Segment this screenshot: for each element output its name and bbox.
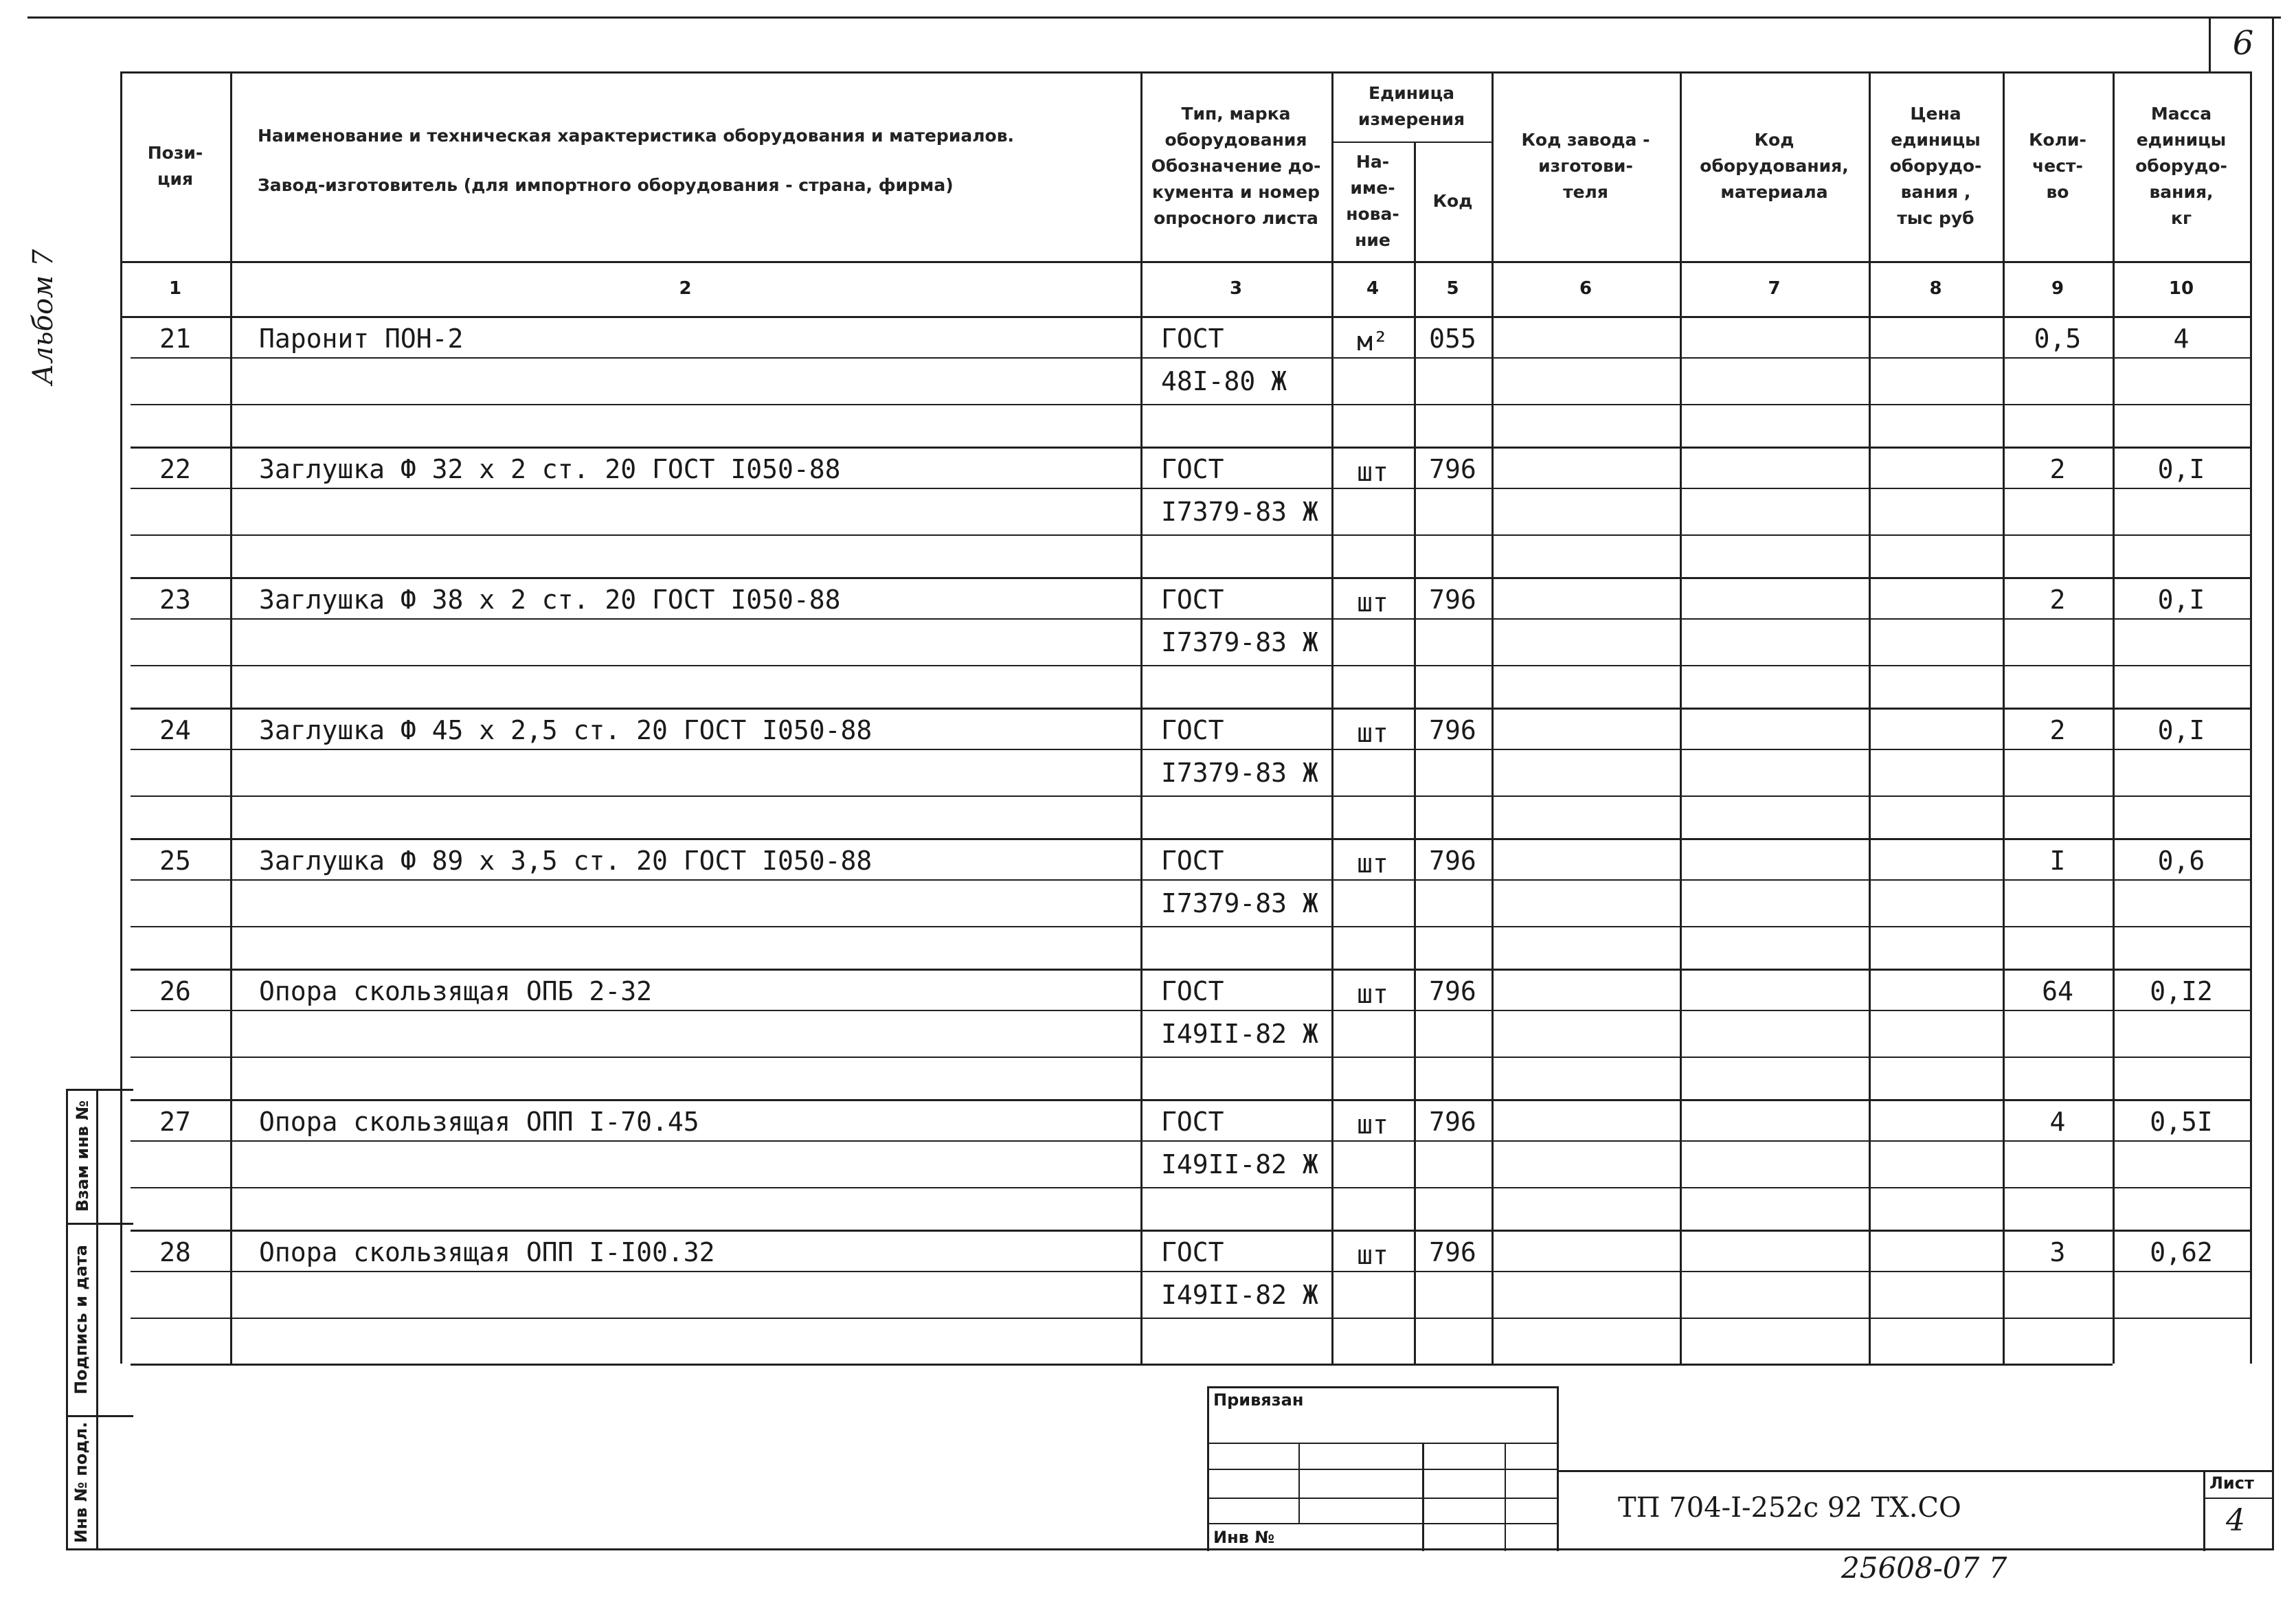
cell-position: 25 bbox=[159, 846, 191, 876]
cell-unit: шт bbox=[1357, 1240, 1388, 1270]
column-number: 5 bbox=[1446, 278, 1459, 299]
col-line bbox=[120, 71, 122, 1364]
col-line bbox=[230, 71, 232, 1364]
row-subline bbox=[131, 795, 2250, 797]
column-number: 10 bbox=[2168, 278, 2194, 299]
cell-name: Паронит ПОН-2 bbox=[259, 324, 464, 354]
cell-name: Опора скользящая ОПП I-70.45 bbox=[259, 1107, 699, 1137]
cell-type-number: 48I-80 Ж bbox=[1161, 366, 1287, 396]
cell-unit-code: 796 bbox=[1429, 585, 1476, 615]
list-label: Лист bbox=[2209, 1473, 2254, 1493]
cell-mass: 0,62 bbox=[2150, 1237, 2213, 1267]
row-subline bbox=[131, 1187, 2250, 1188]
row-line bbox=[131, 838, 2250, 840]
cell-unit-code: 796 bbox=[1429, 846, 1476, 876]
cell-mass: 0,I bbox=[2157, 454, 2205, 484]
row-subline bbox=[131, 1057, 2250, 1058]
col-line bbox=[2250, 71, 2252, 1364]
header-unit-group: Единица измерения bbox=[1358, 83, 1465, 129]
header-name: Наименование и техническая характеристика оборудования и материалов. Завод-изготовитель (для импортного оборудования - страна, фирма) bbox=[258, 126, 1015, 195]
row-subline bbox=[131, 749, 2250, 750]
cell-unit-code: 796 bbox=[1429, 454, 1476, 484]
cell-unit: шт bbox=[1357, 587, 1388, 618]
col-line bbox=[1680, 71, 1682, 1364]
header-equipment-code: Код оборудования, материала bbox=[1700, 130, 1849, 202]
cell-type-standard: ГОСТ bbox=[1161, 585, 1224, 615]
cell-unit: шт bbox=[1357, 718, 1388, 748]
cell-quantity: 4 bbox=[2049, 1107, 2066, 1137]
header-mid-line bbox=[120, 261, 2250, 263]
row-subline bbox=[131, 1318, 2250, 1319]
cell-type-number: I49II-82 Ж bbox=[1161, 1149, 1318, 1179]
cell-mass: 4 bbox=[2173, 324, 2190, 354]
column-number: 3 bbox=[1229, 278, 1243, 299]
row-subline bbox=[131, 879, 2250, 881]
cell-name: Опора скользящая ОПП I-I00.32 bbox=[259, 1237, 715, 1267]
cell-name: Заглушка Ф 45 х 2,5 ст. 20 ГОСТ I050-88 bbox=[259, 715, 873, 745]
cell-unit: шт bbox=[1357, 979, 1388, 1009]
cell-position: 28 bbox=[159, 1237, 191, 1267]
cell-unit-code: 055 bbox=[1429, 324, 1476, 354]
cell-position: 23 bbox=[159, 585, 191, 615]
cell-unit: м² bbox=[1357, 326, 1388, 357]
inv-no-label: Инв № bbox=[1213, 1528, 1275, 1547]
row-line bbox=[131, 969, 2250, 971]
cell-quantity: 2 bbox=[2049, 454, 2066, 484]
row-subline bbox=[131, 404, 2250, 405]
cell-quantity: 0,5 bbox=[2034, 324, 2082, 354]
cell-position: 27 bbox=[159, 1107, 191, 1137]
cell-type-number: I7379-83 Ж bbox=[1161, 888, 1318, 918]
row-subline bbox=[131, 618, 2250, 620]
cell-mass: 0,I bbox=[2157, 585, 2205, 615]
cell-type-standard: ГОСТ bbox=[1161, 846, 1224, 876]
col-line bbox=[1869, 71, 1871, 1364]
cell-type-number: I7379-83 Ж bbox=[1161, 497, 1318, 527]
cell-quantity: 2 bbox=[2049, 715, 2066, 745]
row-subline bbox=[131, 534, 2250, 536]
header-bottom-line bbox=[120, 316, 2250, 318]
header-unit-code: Код bbox=[1432, 191, 1473, 211]
cell-name: Заглушка Ф 32 х 2 ст. 20 ГОСТ I050-88 bbox=[259, 454, 841, 484]
cell-type-standard: ГОСТ bbox=[1161, 1107, 1224, 1137]
cell-unit: шт bbox=[1357, 1109, 1388, 1140]
cell-type-standard: ГОСТ bbox=[1161, 715, 1224, 745]
row-subline bbox=[131, 1271, 2250, 1272]
column-number: 4 bbox=[1366, 278, 1380, 299]
stamp-signature-date: Подпись и дата bbox=[71, 1245, 91, 1394]
col-line bbox=[1414, 142, 1416, 1364]
col-line bbox=[2113, 71, 2115, 1364]
body-bottom-line bbox=[131, 1364, 2113, 1366]
column-number: 2 bbox=[679, 278, 692, 299]
cell-mass: 0,I2 bbox=[2150, 976, 2213, 1006]
col-line bbox=[1331, 71, 1333, 1364]
document-code: ТП 704-I-252с 92 ТХ.СО bbox=[1618, 1492, 1961, 1524]
cell-position: 26 bbox=[159, 976, 191, 1006]
cell-position: 24 bbox=[159, 715, 191, 745]
header-price: Цена единицы оборудо- вания , тыс руб bbox=[1889, 104, 1982, 228]
cell-unit: шт bbox=[1357, 457, 1388, 487]
col-line bbox=[2003, 71, 2005, 1364]
cell-mass: 0,5I bbox=[2150, 1107, 2213, 1137]
cell-quantity: I bbox=[2049, 846, 2066, 876]
row-line bbox=[131, 708, 2250, 710]
cell-quantity: 64 bbox=[2042, 976, 2073, 1006]
cell-position: 21 bbox=[159, 324, 191, 354]
header-mass: Масса единицы оборудо- вания, кг bbox=[2135, 104, 2227, 228]
cell-type-standard: ГОСТ bbox=[1161, 1237, 1224, 1267]
header-quantity: Коли- чест- во bbox=[2029, 130, 2086, 202]
archive-number: 25608-07 7 bbox=[1841, 1551, 2007, 1585]
unit-split-line bbox=[1331, 142, 1492, 143]
cell-unit-code: 796 bbox=[1429, 715, 1476, 745]
row-line bbox=[131, 1230, 2250, 1232]
row-line bbox=[131, 577, 2250, 579]
header-top-line bbox=[120, 71, 2250, 74]
stamp-vzam-inv: Взам инв № bbox=[73, 1100, 92, 1212]
row-subline bbox=[131, 926, 2250, 927]
cell-unit-code: 796 bbox=[1429, 1237, 1476, 1267]
row-subline bbox=[131, 665, 2250, 666]
cell-type-number: I7379-83 Ж bbox=[1161, 758, 1318, 788]
header-type: Тип, марка оборудования Обозначение до- кумента и номер опросного листа bbox=[1151, 104, 1321, 228]
header-unit-name: На- име- нова- ние bbox=[1346, 152, 1399, 250]
col-line bbox=[1492, 71, 1494, 1364]
cell-quantity: 2 bbox=[2049, 585, 2066, 615]
cell-type-standard: ГОСТ bbox=[1161, 976, 1224, 1006]
column-number: 8 bbox=[1929, 278, 1942, 299]
cell-type-number: I49II-82 Ж bbox=[1161, 1019, 1318, 1049]
cell-name: Опора скользящая ОПБ 2-32 bbox=[259, 976, 652, 1006]
column-number: 1 bbox=[168, 278, 182, 299]
row-line bbox=[131, 447, 2250, 449]
row-subline bbox=[131, 357, 2250, 359]
cell-type-number: I7379-83 Ж bbox=[1161, 627, 1318, 657]
cell-quantity: 3 bbox=[2049, 1237, 2066, 1267]
cell-type-standard: ГОСТ bbox=[1161, 454, 1224, 484]
cell-position: 22 bbox=[159, 454, 191, 484]
stamp-inv-podl: Инв № подл. bbox=[71, 1421, 91, 1544]
privyazan-label: Привязан bbox=[1213, 1390, 1304, 1410]
cell-name: Заглушка Ф 89 х 3,5 ст. 20 ГОСТ I050-88 bbox=[259, 846, 873, 876]
column-number: 7 bbox=[1768, 278, 1781, 299]
cell-unit-code: 796 bbox=[1429, 1107, 1476, 1137]
row-line bbox=[131, 1099, 2250, 1101]
cell-mass: 0,6 bbox=[2157, 846, 2205, 876]
header-factory-code: Код завода - изготови- теля bbox=[1521, 130, 1650, 202]
cell-unit: шт bbox=[1357, 848, 1388, 879]
column-number: 6 bbox=[1579, 278, 1592, 299]
cell-unit-code: 796 bbox=[1429, 976, 1476, 1006]
cell-mass: 0,I bbox=[2157, 715, 2205, 745]
column-number: 9 bbox=[2051, 278, 2064, 299]
row-subline bbox=[131, 1140, 2250, 1142]
album-note: Альбом 7 bbox=[27, 249, 59, 385]
row-subline bbox=[131, 1010, 2250, 1011]
cell-type-number: I49II-82 Ж bbox=[1161, 1280, 1318, 1310]
header-position: Пози- ция bbox=[147, 143, 203, 189]
col-line bbox=[1140, 71, 1143, 1364]
row-subline bbox=[131, 488, 2250, 489]
cell-name: Заглушка Ф 38 х 2 ст. 20 ГОСТ I050-88 bbox=[259, 585, 841, 615]
cell-type-standard: ГОСТ bbox=[1161, 324, 1224, 354]
sheet-number: 6 bbox=[2232, 24, 2254, 63]
list-value: 4 bbox=[2226, 1503, 2245, 1538]
